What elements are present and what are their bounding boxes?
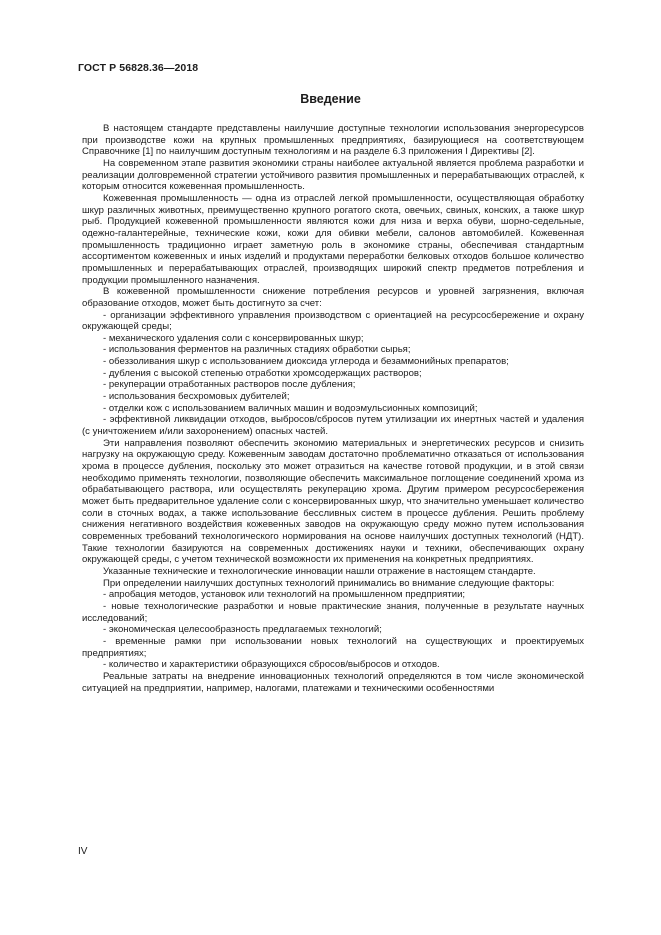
list-item: - рекуперации отработанных растворов после дубления;	[103, 379, 356, 391]
list-item: - механического удаления соли с консервированных шкур;	[103, 332, 364, 344]
paragraph: В настоящем стандарте представлены наилучшие доступные технологии использования энергоресурсов при производстве кожи на крупных промышленных предприятиях, базирующиеся на соответствующем Справочнике [1] по наилучшим доступным технологиям и на разделе 6.3 приложения I Директивы [2].	[82, 123, 584, 158]
list-item: - дубления с высокой степенью отработки хромсодержащих растворов;	[103, 367, 422, 379]
list-item: - использования бесхромовых дубителей;	[103, 391, 290, 403]
standard-designation: ГОСТ Р 56828.36—2018	[78, 62, 199, 74]
list-item: - количество и характеристики образующихся сбросов/выбросов и отходов.	[103, 659, 440, 671]
paragraph: Указанные технические и технологические инновации нашли отражение в настоящем стандарте.	[103, 565, 536, 577]
paragraph: Кожевенная промышленность — одна из отраслей легкой промышленности, осуществляющая обработку шкур различных животных, преимущественно крупного рогатого скота, овечьих, свиных, конских, а также шкур рыб. Продукцией кожевенной промышленности являются кожи для низа и верха обуви, шорно-седельные, одежно-галантерейные, технические кожи, кожи для обивки мебели, салонов автомобилей. Кожевенная промышленность традиционно играет заметную роль в экономике страны, обеспечивая стандартным ассортиментом кожевенных и иных изделий и продуктами переработки белковых отходов большое количество промышленных и перерабатывающих отраслей, производящих широкий спектр предметов потребления и продукции промышленного назначения.	[82, 192, 584, 286]
section-title: Введение	[300, 92, 361, 106]
list-item: - апробация методов, установок или технологий на промышленном предприятии;	[103, 589, 466, 601]
list-item: - организации эффективного управления производством с ориентацией на ресурсосбережение и охрану окружающей среды;	[82, 309, 584, 333]
paragraph: При определении наилучших доступных технологий принимались во внимание следующие факторы:	[103, 577, 555, 589]
list-item: - новые технологические разработки и новые практические знания, полученные в результате научных исследований;	[82, 600, 584, 624]
list-item: - использования ферментов на различных стадиях обработки сырья;	[103, 344, 411, 356]
list-item: - эффективной ликвидации отходов, выбросов/сбросов путем утилизации их инертных частей и удаления (с уничтожением и/или захоронением) опасных частей.	[82, 414, 584, 438]
list-item: - временные рамки при использовании новых технологий на существующих и проектируемых предприятиях;	[82, 635, 584, 659]
paragraph: Эти направления позволяют обеспечить экономию материальных и энергетических ресурсов и снизить нагрузку на окружающую среду. Кожевенным заводам достаточно проблематично отказаться от использования хрома в процессе дубления, поскольку это может отразиться на качестве готовой продукции, и в этой связи необходимо применять технологии, позволяющие обеспечить максимальное поглощение соединений хрома из обрабатывающего раствора, или осуществлять рекуперацию хрома. Другим примером ресурсосбережения может быть предварительное удаление соли с консервированных шкур, что значительно уменьшает количество соли в сточных водах, а также использование бессливных систем в процессе дубления. Решить проблему снижения негативного воздействия кожевенных заводов на окружающую среду можно путем использования современных требований технологического нормирования на основе наилучших доступных технологий (НДТ). Такие технологии базируются на современных достижениях науки и техники, обеспечивающих охрану окружающей среды, с учетом технической возможности их применения на конкретных предприятиях.	[82, 437, 584, 566]
list-item: - экономическая целесообразность предлагаемых технологий;	[103, 624, 382, 636]
paragraph: В кожевенной промышленности снижение потребления ресурсов и уровней загрязнения, включая образование отходов, может быть достигнуто за счет:	[82, 286, 584, 309]
paragraph: На современном этапе развития экономики страны наиболее актуальной является проблема разработки и реализации долговременной стратегии устойчивого развития промышленных и перерабатывающих отраслей, к которым относится кожевенная промышленность.	[82, 157, 584, 193]
paragraph: Реальные затраты на внедрение инновационных технологий определяются в том числе экономической ситуацией на предприятии, например, налогами, платежами и техническими особенностями	[82, 670, 584, 694]
list-item: - отделки кож с использованием валичных машин и водоэмульсионных композиций;	[103, 402, 478, 414]
page-number: IV	[78, 846, 88, 857]
body-text	[82, 123, 584, 694]
list-item: - обеззоливания шкур с использованием диоксида углерода и безаммонийных препаратов;	[103, 356, 509, 368]
